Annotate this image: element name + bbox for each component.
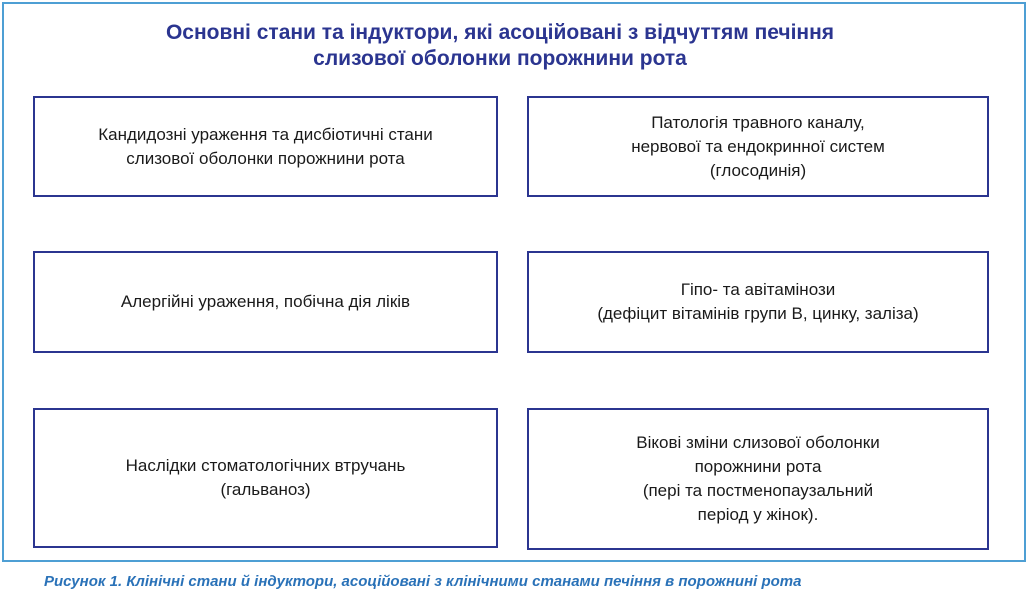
diagram-title-line-2: слизової оболонки порожнини рота — [313, 47, 687, 70]
box-dental-line-2: (гальваноз) — [220, 480, 311, 499]
figure-caption: Рисунок 1. Клінічні стани й індуктори, асоційовані з клінічними станами печіння в порожнині рота — [44, 573, 802, 590]
box-vitamin — [527, 251, 989, 353]
box-dental-line-1: Наслідки стоматологічних втручань — [125, 456, 406, 475]
diagram-title-line-1: Основні стани та індуктори, які асоційовані з відчуттям печіння — [165, 21, 835, 44]
box-allergic-line-1: Алергійні ураження, побічна дія ліків — [120, 292, 411, 311]
box-digestive — [527, 96, 989, 197]
box-age-line-1: Вікові зміни слизової оболонки — [636, 433, 880, 452]
box-candidiasis-line-1: Кандидозні ураження та дисбіотичні стани — [98, 124, 433, 144]
box-vitamin-line-2: (дефіцит вітамінів групи В, цинку, заліза) — [597, 304, 919, 323]
box-candidiasis-line-2: слизової оболонки порожнини рота — [126, 148, 405, 168]
box-vitamin-line-1: Гіпо- та авітамінози — [680, 280, 836, 299]
box-age-line-2: порожнини рота — [694, 457, 822, 476]
box-age-line-3: (пері та постменопаузальний — [642, 481, 874, 500]
box-age — [527, 408, 989, 550]
box-digestive-line-1: Патологія травного каналу, — [651, 112, 865, 132]
diagram-title — [40, 20, 960, 72]
box-digestive-line-2: нервової та ендокринної систем — [631, 136, 885, 156]
box-dental — [33, 408, 498, 548]
box-candidiasis — [33, 96, 498, 197]
box-digestive-line-3: (глосодинія) — [709, 160, 807, 180]
box-allergic — [33, 251, 498, 353]
box-age-line-4: період у жінок). — [697, 505, 819, 524]
